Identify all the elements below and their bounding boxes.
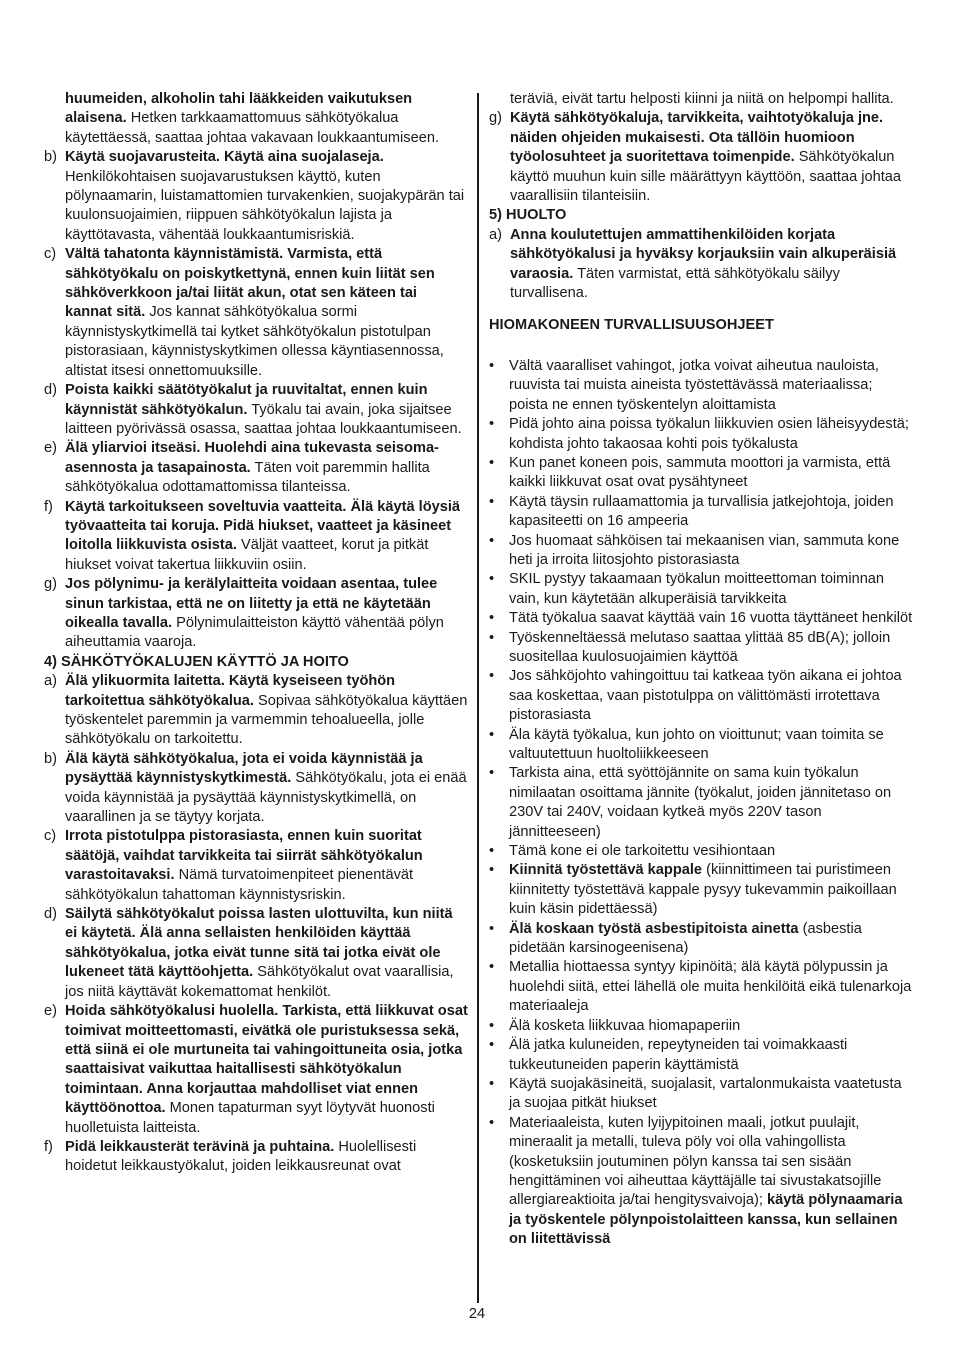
item-text: Sähkötyökalun käyttö muuhun kuin sille määrättyyn käyttöön, saattaa johtaa vaarallisiin tilanteisiin. <box>510 149 902 205</box>
bullet-text: Jos huomaat sähköisen tai mekaanisen vian, sammuta kone heti ja irroita liitosjohto pistorasiasta <box>509 532 900 568</box>
bullet-item <box>489 920 913 959</box>
item-bold: Irrota pistotulppa pistorasiasta, ennen kuin suoritat säätöjä, vaihdat tarvikkeita tai siirrät sähkötyökalun varastoitavaksi. <box>65 828 423 884</box>
safety-item <box>44 575 468 653</box>
item-text: Jos kannat sähkötyökalua sormi käynnistyskytkimellä tai kytket sähkötyökalun pistotulpan pistorasiaan, käynnistyskytkimen ollessa käyntiasennossa, altistat itsesi onnettomuuksille. <box>65 304 444 379</box>
bullet-text: (asbestia pidetään karsinogeenisena) <box>509 920 862 957</box>
item-marker: a) <box>489 226 502 243</box>
item-bold: Käytä suojavarusteita. Käytä aina suojalaseja. <box>65 149 384 166</box>
bullet-icon: • <box>489 571 495 588</box>
bullet-item <box>489 357 913 415</box>
intro-paragraph <box>44 90 468 148</box>
safety-item-5a <box>489 226 913 304</box>
right-column <box>489 90 913 1250</box>
safety-item <box>44 750 468 828</box>
bullet-icon: • <box>489 357 495 374</box>
bullet-item <box>489 415 913 454</box>
bullet-icon: • <box>489 726 495 743</box>
safety-items-personal <box>44 148 468 653</box>
bullet-item <box>489 667 913 725</box>
bullet-text: Tarkista aina, että syöttöjännite on sama kuin työkalun nimilaatan osoittama jännite (työkalut, joiden jännitetaso on 230V tai 240V, voidaan kytkeä myös 220V tason jännitteeseen) <box>509 765 892 840</box>
bullet-icon: • <box>489 416 495 433</box>
bullet-icon: • <box>489 1037 495 1054</box>
intro-bold: huumeiden, alkoholin tahi lääkkeiden vaikutuksen alaisena. <box>65 91 413 127</box>
item-marker: e) <box>44 440 57 457</box>
bullet-text: Vältä vaaralliset vahingot, jotka voivat aiheutua nauloista, ruuvista tai muista aineista työstettävässä materiaalissa; poista ne ennen työskentelyn aloittamista <box>509 357 879 413</box>
bullet-item <box>489 1017 913 1036</box>
item-text: Täten voit paremmin hallita sähkötyökalua odottamattomissa tilanteissa. <box>65 459 430 496</box>
bullet-icon: • <box>489 959 495 976</box>
bullet-item <box>489 1075 913 1114</box>
bullet-icon: • <box>489 862 495 879</box>
item-text: Sähkötyökalu, jota ei enää voida käynnistää ja pysäyttää käynnistyskytkimellä, on vaarallinen ja se täytyy korjata. <box>65 770 467 826</box>
item-bold: Säilytä sähkötyökalut poissa lasten ulottuvilta, kun niitä ei käytetä. Älä anna sellaisten henkilöiden käyttää sähkötyökalua, jotka eivät tunne sitä tai jotka eivät ole lukeneet tätä käyttöohjetta. <box>65 906 453 981</box>
intro-text: Hetken tarkkaamattomuus sähkötyökalua käytettäessä, saattaa johtaa vakavaan loukkaantumiseen. <box>65 110 440 146</box>
safety-item <box>44 1002 468 1138</box>
bullet-bold: Älä koskaan työstä asbestipitoista ainetta <box>509 920 799 937</box>
bullet-text: SKIL pystyy takaamaan työkalun moitteettoman toiminnan vain, kun käytetään alkuperäisiä tarvikkeita <box>509 571 885 607</box>
item-text: Monen tapaturman syyt löytyvät huonosti huolletuista laitteista. <box>65 1100 435 1136</box>
item-text: Sähkötyökalut ovat vaarallisia, jos niitä käyttävät kokemattomat henkilöt. <box>65 964 454 1000</box>
safety-item <box>44 439 468 497</box>
item-bold: Pidä leikkausterät terävinä ja puhtaina. <box>65 1138 335 1155</box>
safety-item <box>44 672 468 750</box>
item-bold: Käytä tarkoitukseen soveltuvia vaatteita. Älä käytä löysiä työvaatteita tai koruja. Pidä hiukset, vaatteet ja käsineet loitolla liikkuvista osista. <box>65 498 461 554</box>
safety-item <box>44 1138 468 1177</box>
left-column <box>44 90 468 1177</box>
safety-item-g <box>489 109 913 206</box>
bullet-text: Käytä täysin rullaamattomia ja turvallisia jatkejohtoja, joiden kapasiteetti on 16 ampeeria <box>509 493 894 530</box>
bullet-item <box>489 861 913 919</box>
bullet-icon: • <box>489 1075 495 1092</box>
item-marker: g) <box>489 110 502 127</box>
bullet-item <box>489 629 913 668</box>
bullet-item <box>489 493 913 532</box>
safety-item <box>44 498 468 576</box>
item-bold: Vältä tahatonta käynnistämistä. Varmista, että sähkötyökalu on poiskytkettynä, ennen kuin liität sen sähköverkkoon ja/tai liität akun, otat sen käteen tai kannat sitä. <box>65 246 435 321</box>
item-text: Työkalu tai avain, joka sijaitsee laitteen pyörivässä osassa, saattaa johtaa loukkaantumiseen. <box>65 401 462 437</box>
item-bold: Anna koulutettujen ammattihenkilöiden korjata sähkötyökalusi ja hyväksy korjauksiin vain alkuperäisiä varaosia. <box>510 226 897 282</box>
bullet-item <box>489 842 913 861</box>
item-bold: Käytä sähkötyökaluja, tarvikkeita, vaihtotyökaluja jne. näiden ohjeiden mukaisesti. Ota tällöin huomioon työolosuhteet ja suoritettava toimenpide. <box>510 110 884 166</box>
bullet-text: Kun panet koneen pois, sammuta moottori ja varmista, että kaikki liikkuvat osat ovat pysähtyneet <box>509 454 891 491</box>
bullet-icon: • <box>489 1017 495 1034</box>
item-bold: Hoida sähkötyökalusi huolella. Tarkista, että liikkuvat osat toimivat moitteettomasti, eivätkä ole puristuksessa sekä, että siinä ei ole murtuneita tai vahingoittuneita osia, jotka saattaisivat vaikuttaa haitallisesti sähkötyökalun toimintaan. Anna korjauttaa mahdolliset viat ennen käyttöönottoa. <box>65 1003 468 1117</box>
item-bold: Älä käytä sähkötyökalua, jota ei voida käynnistää ja pysäyttää käynnistyskytkimestä. <box>65 750 423 787</box>
bullet-item <box>489 1114 913 1250</box>
section-heading-5: 5) HUOLTO <box>489 207 567 224</box>
bullet-bold: Kiinnitä työstettävä kappale <box>509 862 703 879</box>
item-bold: Älä ylikuormita laitetta. Käytä kyseiseen työhön tarkoitettua sähkötyökalua. <box>65 673 396 709</box>
bullet-text: Äla käytä työkalua, kun johto on vioittunut; vaan toimita se valtuutettuun huoltoliikkeeseen <box>509 726 884 762</box>
item-text: Nämä turvatoimenpiteet pienentävät sähkötyökalun tahattoman käynnistysriskin. <box>65 867 414 903</box>
bullet-text: Älä jatka kuluneiden, repeytyneiden tai voimakkaasti tukkeutuneiden paperin käyttämistä <box>509 1037 848 1073</box>
bullet-text: Jos sähköjohto vahingoittuu tai katkeaa työn aikana ei johtoa saa koskettaa, vaan pistotulppa on välittömästi irrotettava pistorasiasta <box>509 668 902 724</box>
item-bold: Älä yliarvioi itseäsi. Huolehdi aina tukevasta seisoma-asennosta ja tasapainosta. <box>65 440 439 476</box>
item-marker: g) <box>44 576 57 593</box>
bullet-item <box>489 454 913 493</box>
bullet-text: Tätä työkalua saavat käyttää vain 16 vuotta täyttäneet henkilöt <box>509 610 913 627</box>
bullet-item <box>489 726 913 765</box>
item-marker: c) <box>44 828 57 845</box>
bullet-text: Metallia hiottaessa syntyy kipinöitä; älä käytä pölypussin ja huolehdi siitä, ettei lähellä ole muita henkilöitä eikä tulenarkoja materiaaleja <box>509 959 912 1015</box>
page-number: 24 <box>468 1306 486 1322</box>
item-marker: c) <box>44 246 57 263</box>
continuation-paragraph: teräviä, eivät tartu helposti kiinni ja niitä on helpompi hallita. <box>510 91 894 107</box>
item-text: Henkilökohtaisen suojavarustuksen käyttö, kuten pölynaamarin, luistamattomien turvakenkien, suojakypärän tai kuulonsuojaimien, riippuen sähkötyökalun lajista ja käyttötavasta, vähentää loukkaantumisriskiä. <box>65 168 465 243</box>
bullet-item <box>489 1036 913 1075</box>
bullet-item <box>489 609 913 628</box>
item-marker: b) <box>44 149 57 166</box>
bullet-text: Pidä johto aina poissa työkalun liikkuvien osien läheisyydestä; kohdista johto takaosaa kohti pois työkalusta <box>509 416 909 452</box>
item-text: Täten varmistat, että sähkötyökalu säilyy turvallisena. <box>510 265 840 302</box>
bullet-text: Työskenneltäessä melutaso saattaa ylittää 85 dB(A); jolloin suositellaa kuulosuojaimien käyttöä <box>509 629 891 665</box>
safety-item <box>44 245 468 381</box>
item-marker: b) <box>44 750 57 767</box>
bullet-text: Tämä kone ei ole tarkoitettu vesihiontaan <box>509 843 776 860</box>
item-marker: e) <box>44 1003 57 1020</box>
bullet-bold-end: käytä pölynaamaria ja työskentele pölynpoistolaitteen kanssa, kun sellainen on liitettävissä <box>509 1192 903 1248</box>
bullet-text: Älä kosketa liikkuvaa hiomapaperiin <box>509 1017 741 1034</box>
bullet-text: (kiinnittimeen tai puristimeen kiinnitetty työstettävä kappale pysyy tukevammin paikoillaan kuin käsin pidettäessä) <box>509 862 897 918</box>
bullet-item <box>489 958 913 1016</box>
bullet-icon: • <box>489 454 495 471</box>
bullet-icon: • <box>489 493 495 510</box>
safety-item <box>44 905 468 1002</box>
bullet-item <box>489 532 913 571</box>
item-marker: d) <box>44 906 57 923</box>
sander-safety-list <box>489 357 913 1250</box>
bullet-text: Käytä suojakäsineitä, suojalasit, vartalonmukaista vaatetusta ja suojaa pitkät hiukset <box>509 1075 902 1112</box>
column-divider <box>477 93 479 1303</box>
safety-item <box>44 148 468 245</box>
item-marker: a) <box>44 673 57 690</box>
item-text: Pölynimulaitteiston käyttö vähentää pölyn aiheuttamia vaaroja. <box>65 614 444 651</box>
item-marker: d) <box>44 382 57 399</box>
bullet-icon: • <box>489 668 495 685</box>
item-marker: f) <box>44 498 53 515</box>
item-bold: Jos pölynimu- ja kerälylaitteita voidaan asentaa, tulee sinun tarkistaa, että ne on liitetty ja että ne käytetään oikealla tavalla. <box>65 576 438 631</box>
item-bold: Poista kaikki säätötyökalut ja ruuvitaltat, ennen kuin käynnistät sähkötyökalun. <box>65 382 428 418</box>
bullet-icon: • <box>489 532 495 549</box>
safety-item <box>44 827 468 905</box>
bullet-icon: • <box>489 765 495 782</box>
bullet-icon: • <box>489 920 495 937</box>
bullet-icon: • <box>489 610 495 627</box>
section-heading-4: 4) SÄHKÖTYÖKALUJEN KÄYTTÖ JA HOITO <box>44 653 349 670</box>
item-text: Huolellisesti hoidetut leikkaustyökalut, joiden leikkausreunat ovat <box>65 1138 417 1175</box>
bullet-icon: • <box>489 629 495 646</box>
bullet-icon: • <box>489 1114 495 1131</box>
safety-item <box>44 381 468 439</box>
sander-safety-title: HIOMAKONEEN TURVALLISUUSOHJEET <box>489 317 774 334</box>
bullet-icon: • <box>489 843 495 860</box>
safety-items-tool-use <box>44 672 468 1177</box>
bullet-item <box>489 764 913 842</box>
item-text: Sopivaa sähkötyökalua käyttäen työskentelet paremmin ja varmemmin tehoalueella, jolle sähkötyökalu on tarkoitettu. <box>65 692 468 748</box>
bullet-item <box>489 570 913 609</box>
item-marker: f) <box>44 1138 53 1155</box>
item-text: Väljät vaatteet, korut ja pitkät hiukset voivat takertua liikkuviin osiin. <box>65 537 429 573</box>
bullet-text: Materiaaleista, kuten lyijypitoinen maali, jotkut puulajit, mineraalit ja metalli, tuleva pöly voi olla vahingollista (kosketuksiin joutuminen pölyn kanssa tai sen sisään hengittäminen voi aiheuttaa käyttäjälle tai sivustakatsojille allergiareaktioita ja/tai hengitysvaivoja); <box>509 1114 882 1209</box>
